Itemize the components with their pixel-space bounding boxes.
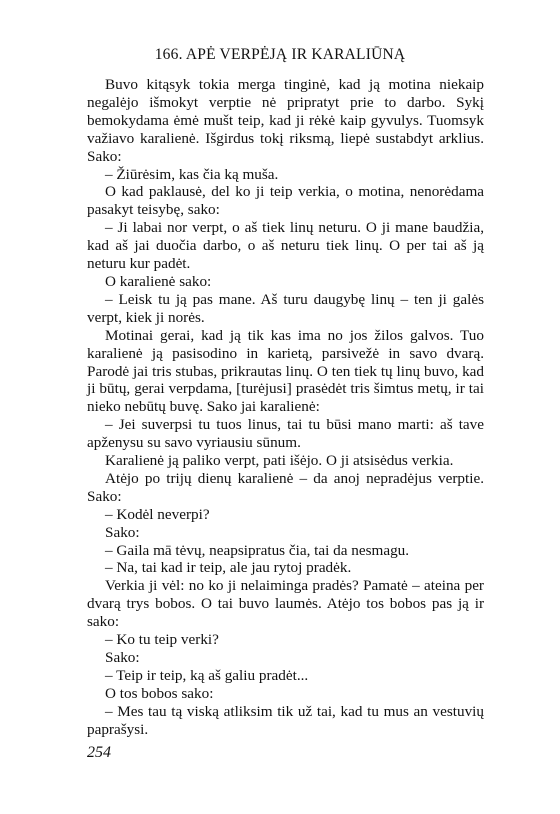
paragraph: O tos bobos sako:: [105, 684, 214, 702]
paragraph: – Kodėl neverpi?: [105, 505, 210, 523]
paragraph: – Leisk tu ją pas mane. Aš turu daugybę linų – ten ji galės verpt, kiek ji norės.: [87, 290, 484, 326]
paragraph: – Ko tu teip verki?: [105, 631, 219, 649]
paragraph: – Žiūrėsim, kas čia ką muša.: [105, 165, 279, 183]
paragraph: – Gaila mā tėvų, neapsipratus čia, tai da nesmagu.: [105, 541, 410, 559]
paragraph: Atėjo po trijų dienų karalienė – da anoj nepradėjus verptie. Sako:: [87, 469, 484, 505]
paragraph: Verkia ji vėl: no ko ji nelaiminga pradės? Pamatė – ateina per dvarą trys bobos. O tai buvo laumės. Atėjo tos bobos pas ją ir sako:: [87, 577, 484, 631]
paragraph: Karalienė ją paliko verpt, pati išėjo. O ji atsisėdus verkia.: [105, 452, 454, 470]
paragraph: – Mes tau tą viską atliksim tik už tai, kad tu mus an vestuvių paprašysi.: [87, 702, 484, 738]
paragraph: O karalienė sako:: [105, 272, 212, 290]
story-text: [87, 76, 484, 739]
paragraph: Sako:: [105, 649, 140, 666]
paragraph: Buvo kitąsyk tokia merga tinginė, kad ją motina niekaip negalėjo išmokyt verptie nė pripratyt prie to darbo. Sykį bemokydama ėmė mušt teip, kad ji rėkė kaip gyvulys. Tuomsyk važiavo karalienė. Išgirdus tokį riksmą, liepė sustabdyt arklius. Sako:: [87, 76, 484, 165]
page-number: 254: [87, 744, 111, 761]
paragraph: – Jei suverpsi tu tuos linus, tai tu būsi mano marti: aš tave apženysu su savo vyriausiu sūnum.: [87, 416, 484, 452]
story-title: 166. APĖ VERPĖJĄ IR KARALIŪNĄ: [154, 46, 406, 63]
paragraph: Motinai gerai, kad ją tik kas ima no jos žilos galvos. Tuo karalienė ją pasisodino in karietą, parsivežė in savo dvarą. Parodė jai tris stubas, prikrautas linų. O ten tiek tų linų buvo, kad ji būtų, gerai verpdama, [turėjusi] prasėdėt tris šimtus metų, ir tai nieko nebūtų buvę. Sako jai karalienė:: [87, 326, 484, 416]
paragraph: – Teip ir teip, ką aš galiu pradėt...: [105, 666, 309, 684]
paragraph: O kad paklausė, del ko ji teip verkia, o motina, nenorėdama pasakyt teisybę, sako:: [87, 183, 484, 219]
paragraph: – Ji labai nor verpt, o aš tiek linų neturu. O ji mane baudžia, kad aš jai duočia darbo, o aš neturu tiek linų. O per tai aš ją neturu kur padėt.: [87, 219, 484, 273]
paragraph: – Na, tai kad ir teip, ale jau rytoj pradėk.: [105, 559, 352, 577]
paragraph: Sako:: [105, 523, 140, 541]
